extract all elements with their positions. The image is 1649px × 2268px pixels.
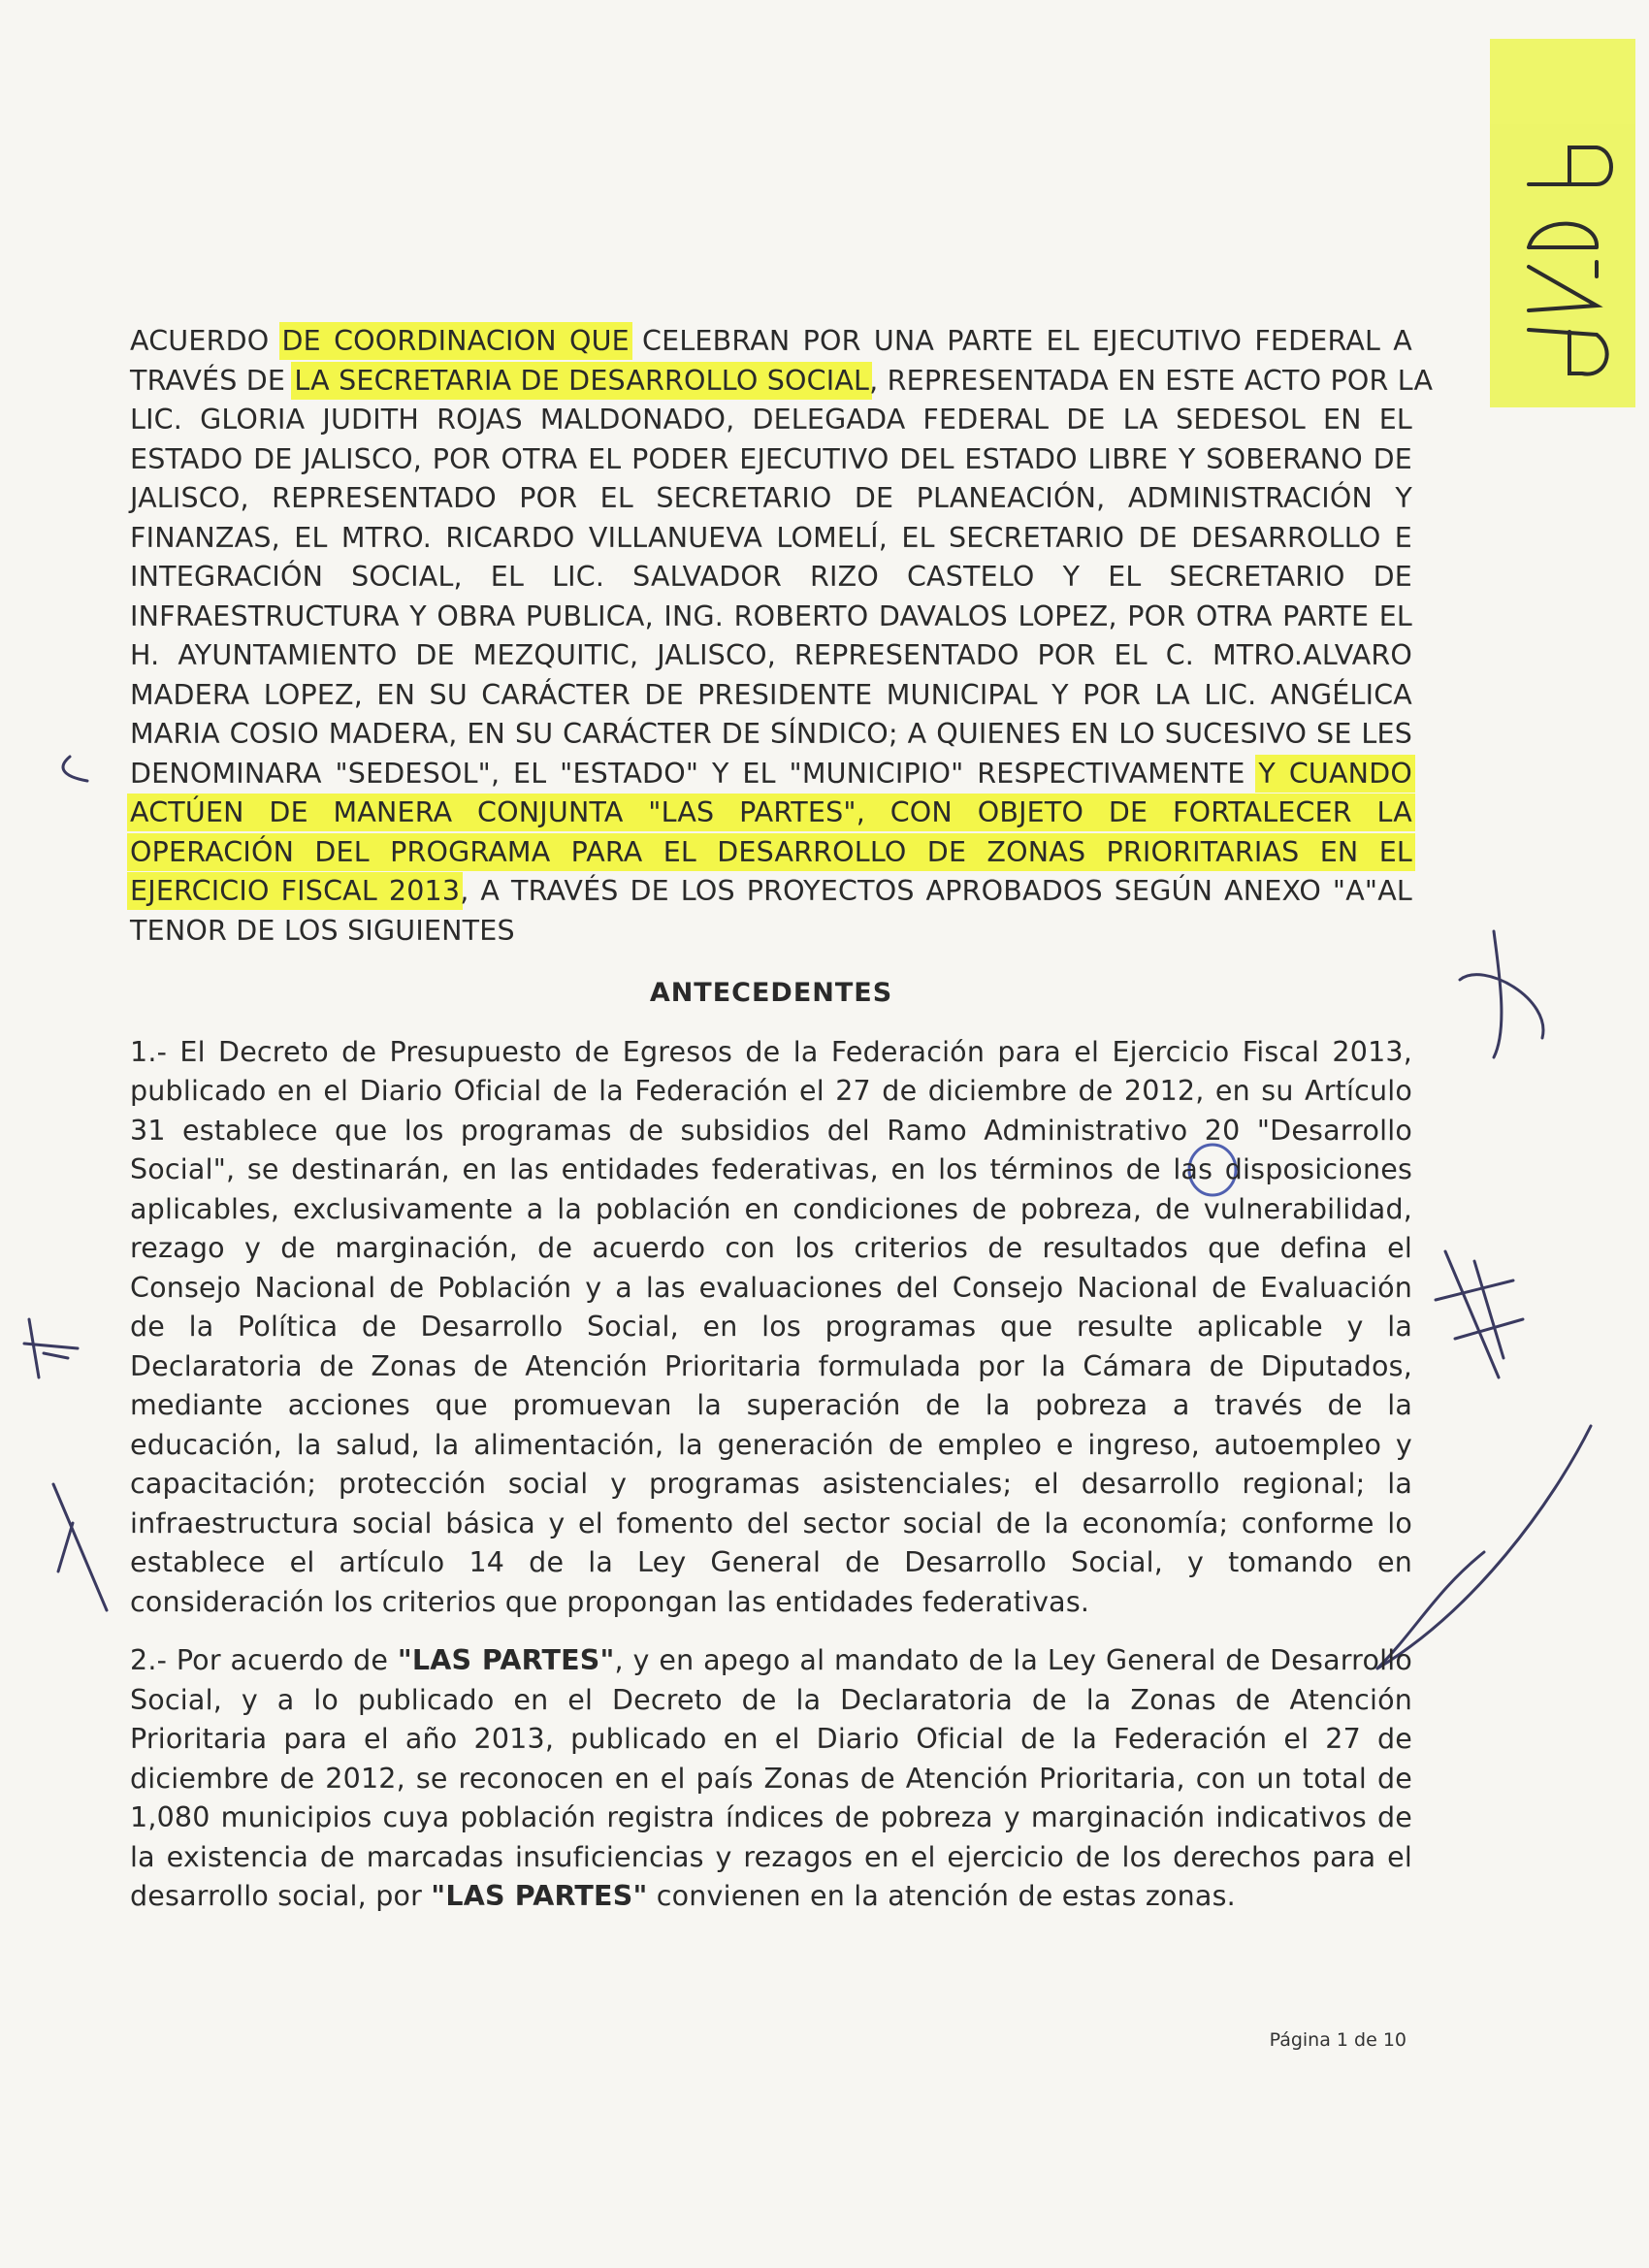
page-number: Página 1 de 10: [1269, 2029, 1406, 2051]
margin-signature-1: [1460, 931, 1543, 1057]
intro-line: ACUERDO DE COORDINACION QUE CELEBRAN POR UNA PARTE EL EJECUTIVO FEDERAL A: [130, 325, 1412, 357]
document-body: [130, 322, 1434, 1917]
para1-line: Social", se destinarán, en las entidades federativas, en los términos de las disposiciones: [130, 1153, 1412, 1185]
para2-line: Prioritaria para el año 2013, publicado en el Diario Oficial de la Federación el 27 de: [130, 1723, 1412, 1755]
para1-line: Declaratoria de Zonas de Atención Prioritaria formulada por la Cámara de Diputados,: [130, 1349, 1412, 1382]
para1-line: establece el artículo 14 de la Ley General de Desarrollo Social, y tomando en: [130, 1546, 1412, 1578]
para2-line: diciembre de 2012, se reconocen en el país Zonas de Atención Prioritaria, con un total de: [130, 1762, 1412, 1795]
intro-line: H. AYUNTAMIENTO DE MEZQUITIC, JALISCO, REPRESENTADO POR EL C. MTRO.ALVARO: [130, 639, 1412, 671]
intro-line: TRAVÉS DE LA SECRETARIA DE DESARROLLO SOCIAL, REPRESENTADA EN ESTE ACTO POR LA: [130, 364, 1434, 397]
margin-initials-mark: [24, 1319, 78, 1377]
intro-line: ESTADO DE JALISCO, POR OTRA EL PODER EJECUTIVO DEL ESTADO LIBRE Y SOBERANO DE: [130, 442, 1412, 475]
margin-bracket-mark: [63, 757, 87, 781]
para1-line: 1.- El Decreto de Presupuesto de Egresos de la Federación para el Ejercicio Fiscal 2013,: [130, 1035, 1412, 1068]
bold-text: "LAS PARTES": [431, 1880, 648, 1912]
intro-line: INFRAESTRUCTURA Y OBRA PUBLICA, ING. ROBERTO DAVALOS LOPEZ, POR OTRA PARTE EL: [130, 599, 1412, 632]
intro-line: INTEGRACIÓN SOCIAL, EL LIC. SALVADOR RIZO CASTELO Y EL SECRETARIO DE: [130, 561, 1412, 593]
intro-line: [130, 794, 1412, 833]
intro-line: TENOR DE LOS SIGUIENTES: [130, 914, 515, 947]
margin-signature-2: [1436, 1251, 1523, 1377]
para1-line: rezago y de marginación, de acuerdo con los criterios de resultados que defina el: [130, 1232, 1412, 1264]
para2-line: Social, y a lo publicado en el Decreto de la Declaratoria de la Zonas de Atención: [130, 1683, 1412, 1716]
intro-line: MARIA COSIO MADERA, EN SU CARÁCTER DE SÍNDICO; A QUIENES EN LO SUCESIVO SE LES: [130, 718, 1412, 750]
para1-line: Consejo Nacional de Población y a las evaluaciones del Consejo Nacional de Evaluación: [130, 1271, 1412, 1304]
margin-x-mark: [53, 1484, 107, 1610]
para2-line: 2.- Por acuerdo de "LAS PARTES", y en apego al mandato de la Ley General de Desarrollo: [130, 1644, 1412, 1676]
para1-line: publicado en el Diario Oficial de la Federación el 27 de diciembre de 2012, en su Artículo: [130, 1075, 1412, 1107]
intro-line: JALISCO, REPRESENTADO POR EL SECRETARIO DE PLANEACIÓN, ADMINISTRACIÓN Y: [130, 482, 1412, 514]
highlighted-text: Y CUANDO: [1258, 757, 1412, 790]
intro-line: EJERCICIO FISCAL 2013, A TRAVÉS DE LOS PROYECTOS APROBADOS SEGÚN ANEXO "A"AL: [130, 875, 1412, 907]
intro-line: LIC. GLORIA JUDITH ROJAS MALDONADO, DELEGADA FEDERAL DE LA SEDESOL EN EL: [130, 404, 1412, 436]
intro-line: MADERA LOPEZ, EN SU CARÁCTER DE PRESIDENTE MUNICIPAL Y POR LA LIC. ANGÉLICA: [130, 678, 1412, 711]
para1-line: 31 establece que los programas de subsidios del Ramo Administrativo 20 "Desarrollo: [130, 1114, 1412, 1147]
section-heading: ANTECEDENTES: [649, 978, 893, 1008]
highlighted-text: ACTÚEN DE MANERA CONJUNTA "LAS PARTES", CON OBJETO DE FORTALECER LA: [130, 796, 1412, 828]
para1-line: infraestructura social básica y el fomento del sector social de la economía; conforme lo: [130, 1507, 1412, 1539]
antecedent-paragraph-2: [130, 1641, 1412, 1917]
antecedent-paragraph-1: [130, 1033, 1412, 1623]
para1-line: consideración los criterios que propongan las entidades federativas.: [130, 1585, 1090, 1618]
highlighted-text: EJERCICIO FISCAL 2013: [130, 875, 461, 907]
para1-line: de la Política de Desarrollo Social, en los programas que resulte aplicable y la: [130, 1311, 1412, 1343]
intro-line: [130, 833, 1412, 873]
para1-line: educación, la salud, la alimentación, la generación de empleo e ingreso, autoempleo y: [130, 1428, 1412, 1461]
intro-line: FINANZAS, EL MTRO. RICARDO VILLANUEVA LOMELÍ, EL SECRETARIO DE DESARROLLO E: [130, 521, 1412, 554]
para2-line: desarrollo social, por "LAS PARTES" convienen en la atención de estas zonas.: [130, 1880, 1236, 1912]
highlighted-text: DE COORDINACION QUE: [281, 325, 630, 357]
para2-line: 1,080 municipios cuya población registra índices de pobreza y marginación indicativos de: [130, 1801, 1412, 1833]
para1-line: capacitación; protección social y programas asistenciales; el desarrollo regional; la: [130, 1468, 1412, 1500]
para1-line: aplicables, exclusivamente a la población en condiciones de pobreza, de vulnerabilidad,: [130, 1192, 1412, 1225]
para1-line: mediante acciones que promuevan la superación de la pobreza a través de la: [130, 1389, 1412, 1421]
highlighted-text: LA SECRETARIA DE DESARROLLO SOCIAL: [294, 364, 870, 397]
intro-paragraph: [130, 322, 1434, 951]
highlighted-text: OPERACIÓN DEL PROGRAMA PARA EL DESARROLLO DE ZONAS PRIORITARIAS EN EL: [130, 835, 1412, 868]
bold-text: "LAS PARTES": [397, 1644, 615, 1676]
para2-line: la existencia de marcadas insuficiencias y rezagos en el ejercicio de los derechos para el: [130, 1840, 1412, 1873]
intro-line: DENOMINARA "SEDESOL", EL "ESTADO" Y EL "MUNICIPIO" RESPECTIVAMENTE Y CUANDO: [130, 757, 1412, 790]
